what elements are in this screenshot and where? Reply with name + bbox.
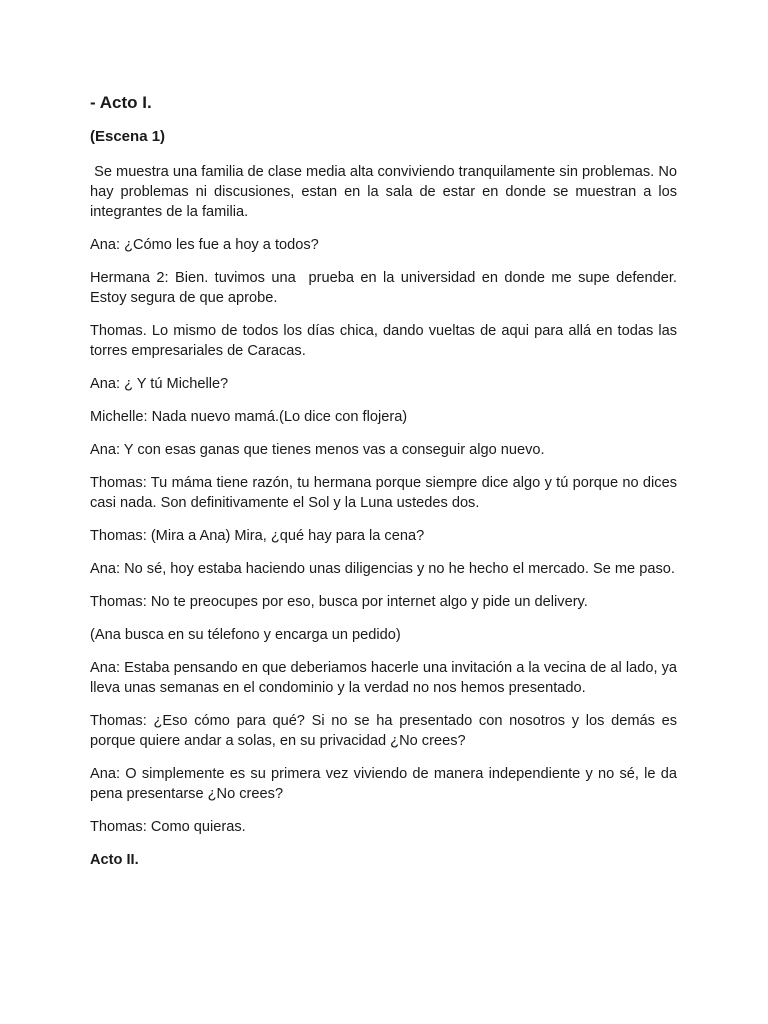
dialogue-line: Thomas: Como quieras. xyxy=(90,819,246,835)
dialogue-line: Ana: O simplemente es su primera vez viviendo de manera independiente y no sé, le da pena presentarse ¿No crees? xyxy=(90,766,677,802)
act-one-heading: - Acto I. xyxy=(90,93,152,112)
dialogue-line: Thomas: (Mira a Ana) Mira, ¿qué hay para la cena? xyxy=(90,528,425,544)
scene-one-heading: (Escena 1) xyxy=(90,128,166,145)
act-two-heading: Acto II. xyxy=(90,852,139,868)
dialogue-line: Thomas: Tu máma tiene razón, tu hermana porque siempre dice algo y tú porque no dices casi nada. Son definitivamente el Sol y la Luna ustedes dos. xyxy=(90,475,677,511)
dialogue-line: Michelle: Nada nuevo mamá.(Lo dice con flojera) xyxy=(90,409,408,425)
dialogue-line: Ana: No sé, hoy estaba haciendo unas diligencias y no he hecho el mercado. Se me paso. xyxy=(90,561,675,577)
document-page xyxy=(90,92,682,870)
dialogue-line: Ana: Y con esas ganas que tienes menos vas a conseguir algo nuevo. xyxy=(90,442,545,458)
dialogue-line: Ana: ¿ Y tú Michelle? xyxy=(90,376,229,392)
dialogue-line: Thomas. Lo mismo de todos los días chica, dando vueltas de aqui para allá en todas las torres empresariales de Caracas. xyxy=(90,323,677,359)
stage-direction: (Ana busca en su télefono y encarga un pedido) xyxy=(90,627,401,643)
dialogue-line: Thomas: ¿Eso cómo para qué? Si no se ha presentado con nosotros y los demás es porque quiere andar a solas, en su privacidad ¿No crees? xyxy=(90,713,677,749)
dialogue-line: Ana: Estaba pensando en que deberiamos hacerle una invitación a la vecina de al lado, ya lleva unas semanas en el condominio y la verdad no nos hemos presentado. xyxy=(90,660,677,696)
dialogue-line: Hermana 2: Bien. tuvimos una prueba en la universidad en donde me supe defender. Estoy segura de que aprobe. xyxy=(90,270,682,306)
dialogue-line: Thomas: No te preocupes por eso, busca por internet algo y pide un delivery. xyxy=(90,594,588,610)
stage-direction-intro: Se muestra una familia de clase media alta conviviendo tranquilamente sin problemas. No hay problemas ni discusiones, estan en la sala de estar en donde se muestran a los integrantes de la familia. xyxy=(90,164,682,220)
dialogue-line: Ana: ¿Cómo les fue a hoy a todos? xyxy=(90,237,319,253)
